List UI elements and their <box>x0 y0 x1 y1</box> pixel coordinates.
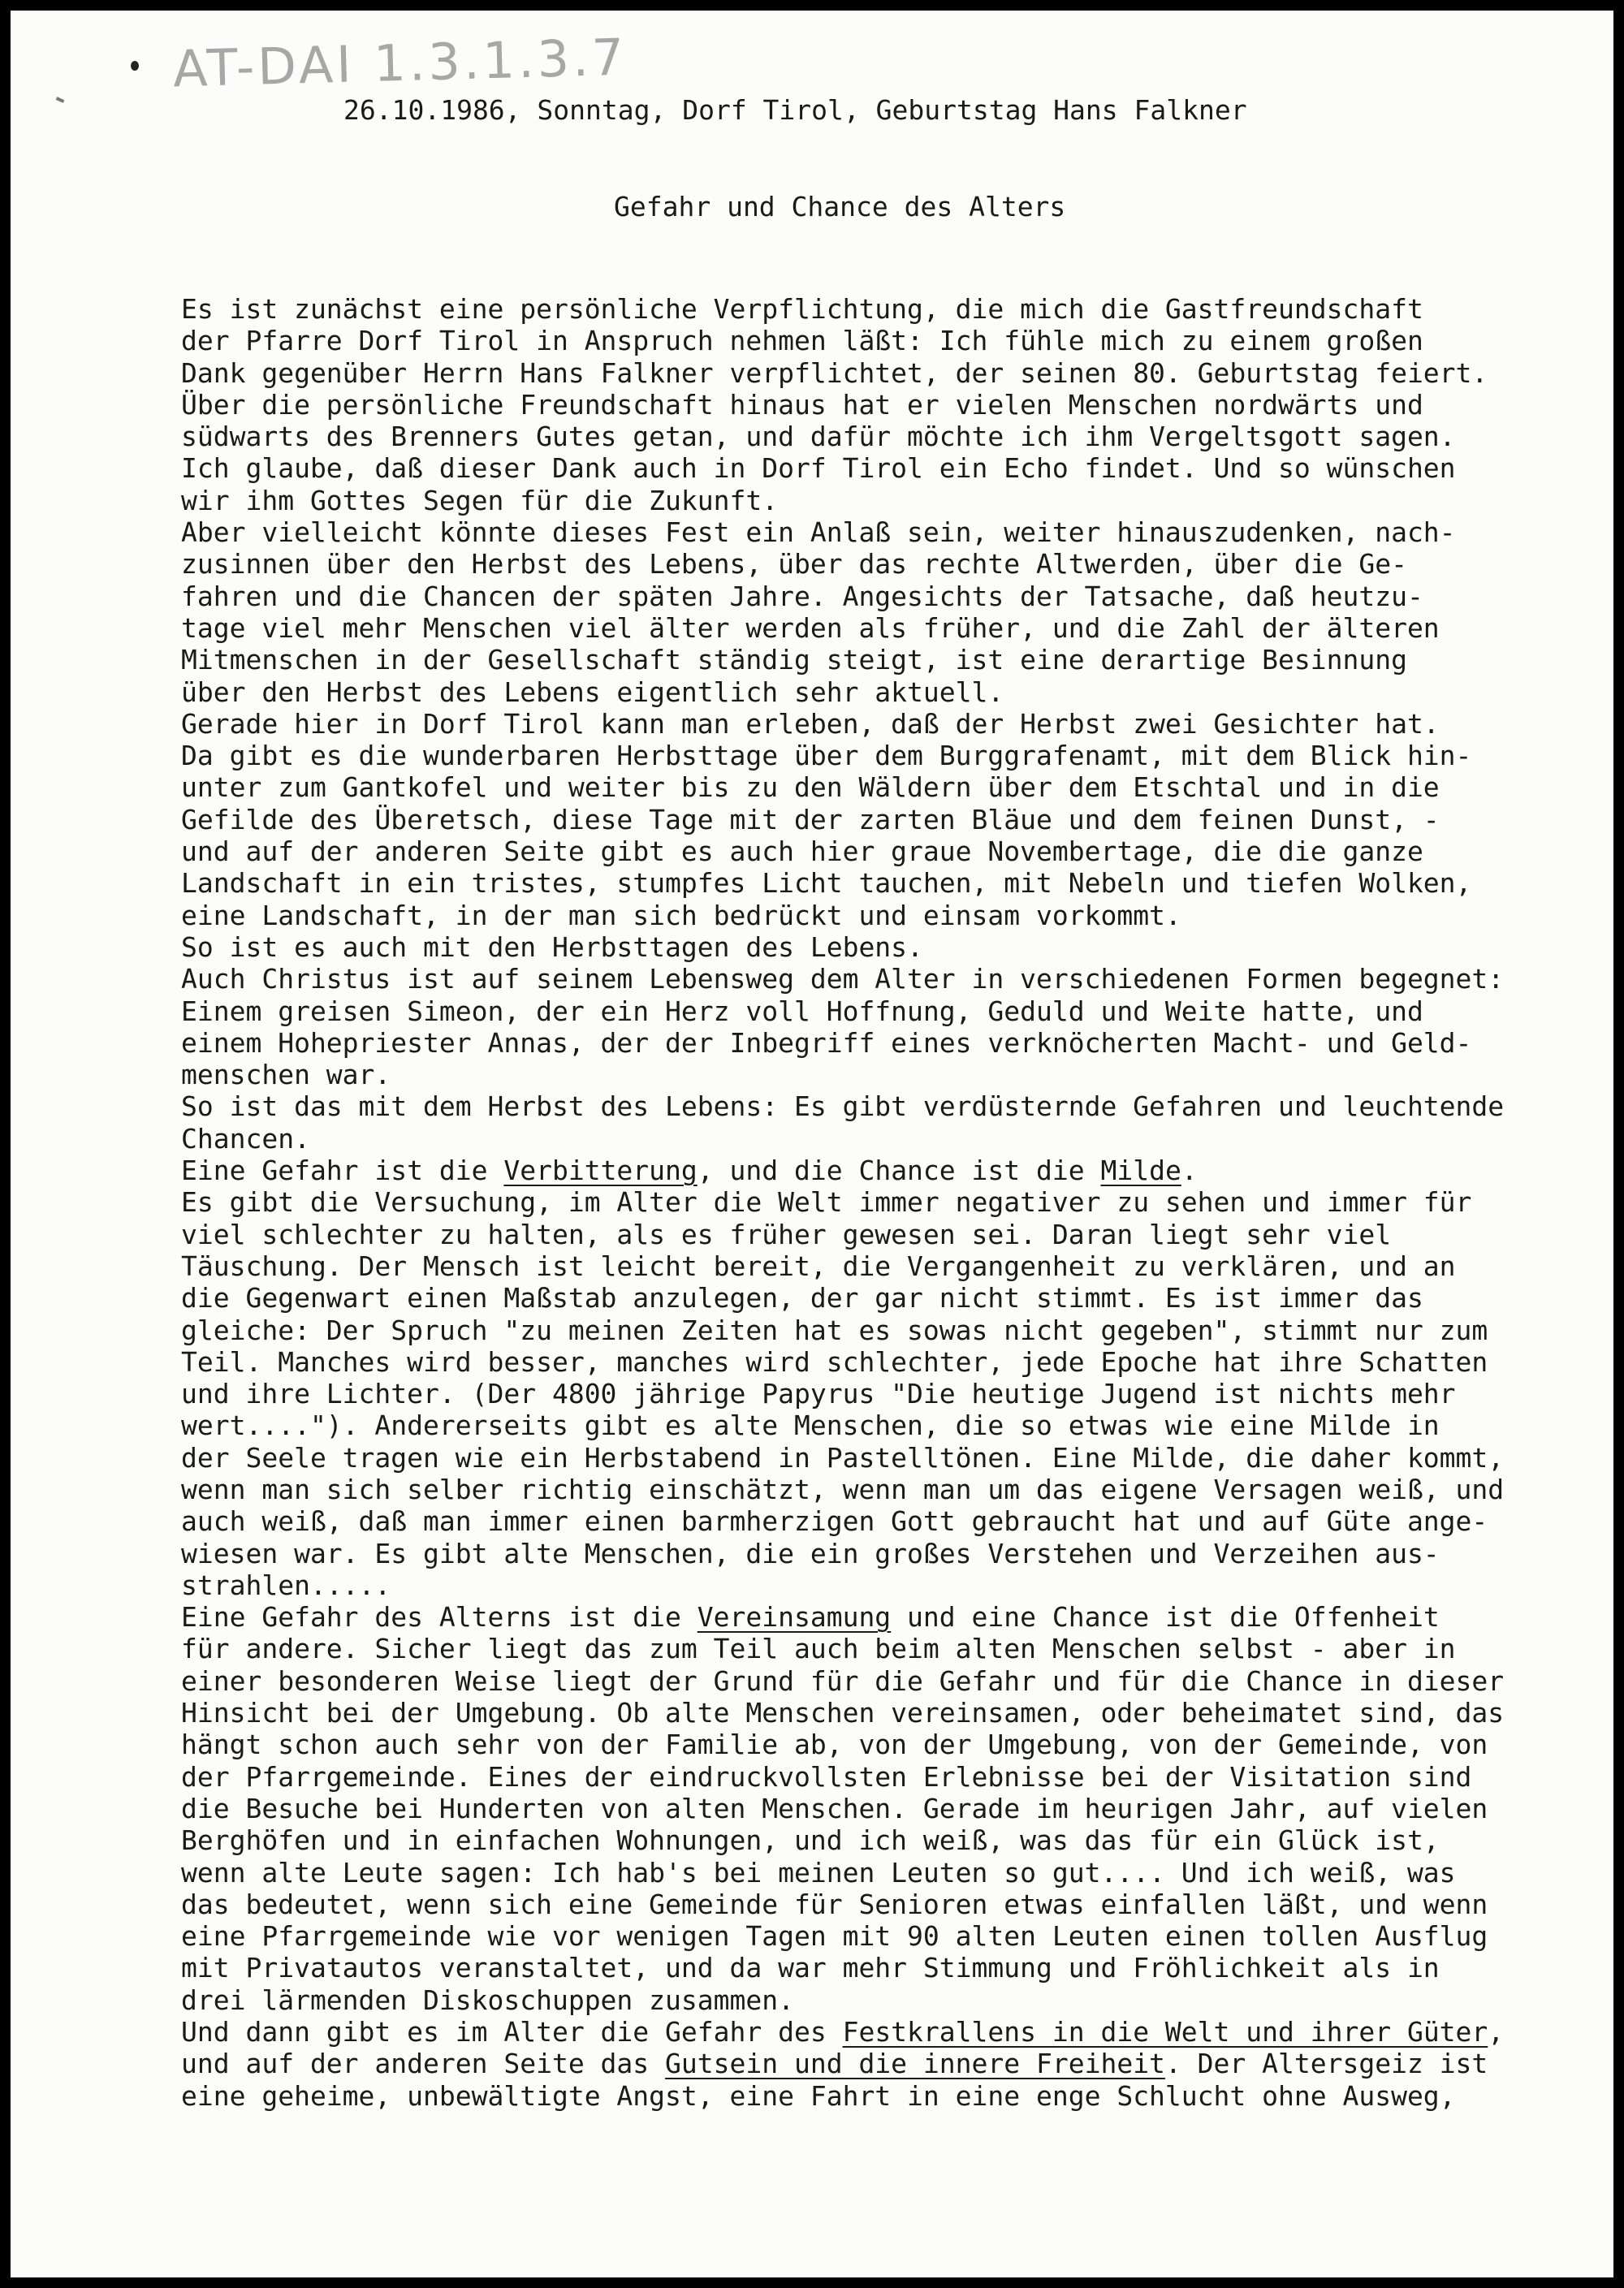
text-segment: menschen war. <box>181 1059 391 1091</box>
text-segment: der Seele tragen wie ein Herbstabend in Pastelltönen. Eine Milde, die daher kommt, <box>181 1441 1505 1474</box>
text-line <box>181 740 1504 771</box>
text-segment: Es ist zunächst eine persönliche Verpflichtung, die mich die Gastfreundschaft <box>181 293 1423 325</box>
text-line <box>181 1474 1504 1505</box>
text-line <box>181 452 1504 484</box>
text-segment: So ist das mit dem Herbst des Lebens: Es gibt verdüsternde Gefahren und leuchtende <box>181 1090 1505 1123</box>
text-line <box>181 1378 1504 1409</box>
text-segment: . Der Altersgeiz ist <box>1164 2048 1488 2080</box>
text-segment: Über die persönliche Freundschaft hinaus hat er vielen Menschen nordwärts und <box>181 388 1423 421</box>
text-segment: Mitmenschen in der Gesellschaft ständig steigt, ist eine derartige Besinnung <box>181 644 1407 676</box>
text-segment: Dank gegenüber Herrn Hans Falkner verpflichtet, der seinen 80. Geburtstag feiert. <box>181 356 1488 389</box>
text-segment: eine Landschaft, in der man sich bedrückt und einsam vorkommt. <box>181 899 1181 931</box>
text-line <box>181 1282 1504 1314</box>
text-line <box>181 1315 1504 1346</box>
text-line <box>181 1729 1504 1760</box>
text-segment: Eine Gefahr ist die <box>181 1155 504 1187</box>
text-line <box>181 1857 1504 1889</box>
text-segment: einer besonderen Weise liegt der Grund für die Gefahr und für die Chance in dieser <box>181 1664 1505 1697</box>
text-line <box>181 612 1504 644</box>
text-segment: Eine Gefahr des Alterns ist die <box>181 1601 698 1634</box>
text-segment: zusinnen über den Herbst des Lebens, über das rechte Altwerden, über die Ge- <box>181 548 1407 581</box>
text-segment: wiesen war. Es gibt alte Menschen, die ein großes Verstehen und Verzeihen aus- <box>181 1537 1440 1569</box>
text-line <box>181 931 1504 963</box>
text-segment: tage viel mehr Menschen viel älter werden als früher, und die Zahl der älteren <box>181 611 1440 644</box>
text-segment: strahlen..... <box>181 1569 391 1601</box>
text-segment: südwarts des Brenners Gutes getan, und dafür möchte ich ihm Vergeltsgott sagen. <box>181 421 1456 453</box>
text-segment: und ihre Lichter. (Der 4800 jährige Papyrus "Die heutige Jugend ist nichts mehr <box>181 1378 1456 1410</box>
text-segment: Landschaft in ein tristes, stumpfes Licht tauchen, mit Nebeln und tiefen Wolken, <box>181 867 1472 900</box>
text-line <box>181 485 1504 516</box>
page-header: 26.10.1986, Sonntag, Dorf Tirol, Geburtstag Hans Falkner <box>343 94 1247 126</box>
text-segment: Täuschung. Der Mensch ist leicht bereit, die Vergangenheit zu verklären, und an <box>181 1250 1456 1282</box>
text-segment: wert...."). Andererseits gibt es alte Menschen, die so etwas wie eine Milde in <box>181 1409 1440 1442</box>
text-line <box>181 900 1504 931</box>
text-line <box>181 1250 1504 1282</box>
text-segment: hängt schon auch sehr von der Familie ab, von der Umgebung, von der Gemeinde, von <box>181 1729 1488 1761</box>
text-segment: gleiche: Der Spruch "zu meinen Zeiten hat es sowas nicht gegeben", stimmt nur zum <box>181 1314 1488 1346</box>
text-segment: das bedeutet, wenn sich eine Gemeinde für Senioren etwas einfallen läßt, und wenn <box>181 1888 1488 1920</box>
text-segment: die Gegenwart einen Maßstab anzulegen, der gar nicht stimmt. Es ist immer das <box>181 1282 1423 1315</box>
text-line <box>181 2048 1504 2079</box>
text-line <box>181 963 1504 995</box>
text-line <box>181 1824 1504 1856</box>
text-line <box>181 1123 1504 1155</box>
text-segment: Teil. Manches wird besser, manches wird schlechter, jede Epoche hat ihre Schatten <box>181 1345 1488 1378</box>
text-segment: der Pfarre Dorf Tirol in Anspruch nehmen läßt: Ich fühle mich zu einem großen <box>181 325 1423 357</box>
archive-signature: AT-DAI 1.3.1.3.7 <box>172 27 628 99</box>
text-line <box>181 1569 1504 1601</box>
text-line <box>181 1219 1504 1250</box>
text-segment: und auf der anderen Seite das <box>181 2048 666 2080</box>
text-segment: für andere. Sicher liegt das zum Teil auch beim alten Menschen selbst - aber in <box>181 1633 1456 1665</box>
text-segment: die Besuche bei Hunderten von alten Menschen. Gerade im heurigen Jahr, auf vielen <box>181 1792 1488 1824</box>
text-segment: drei lärmenden Diskoschuppen zusammen. <box>181 1984 794 2016</box>
text-line <box>181 1984 1504 2016</box>
text-line <box>181 581 1504 612</box>
text-segment: So ist es auch mit den Herbsttagen des Lebens. <box>181 930 923 963</box>
text-segment: Aber vielleicht könnte dieses Fest ein Anlaß sein, weiter hinauszudenken, nach- <box>181 516 1456 549</box>
text-segment: fahren und die Chancen der späten Jahre. Angesichts der Tatsache, daß heutzu- <box>181 580 1423 612</box>
text-segment: auch weiß, daß man immer einen barmherzigen Gott gebraucht hat und auf Güte ange- <box>181 1505 1488 1538</box>
text-line <box>181 1186 1504 1218</box>
text-line <box>181 1442 1504 1474</box>
text-line <box>181 1346 1504 1378</box>
text-segment: , und die Chance ist die <box>697 1155 1101 1187</box>
text-line <box>181 1409 1504 1441</box>
underlined-phrase: Verbitterung <box>503 1155 698 1187</box>
text-segment: und eine Chance ist die Offenheit <box>891 1601 1440 1634</box>
text-segment: , <box>1488 2016 1505 2048</box>
text-segment: wenn alte Leute sagen: Ich hab's bei meinen Leuten so gut.... Und ich weiß, was <box>181 1856 1456 1889</box>
text-line <box>181 2080 1504 2112</box>
text-line <box>181 293 1504 325</box>
text-segment: mit Privatautos veranstaltet, und da war mehr Stimmung und Fröhlichkeit als in <box>181 1952 1440 1984</box>
text-segment: wir ihm Gottes Segen für die Zukunft. <box>181 484 779 516</box>
text-segment: eine geheime, unbewältigte Angst, eine Fahrt in eine enge Schlucht ohne Ausweg, <box>181 2079 1456 2112</box>
text-segment: unter zum Gantkofel und weiter bis zu den Wäldern über dem Etschtal und in die <box>181 771 1440 804</box>
text-line <box>181 516 1504 548</box>
underlined-phrase: Vereinsamung <box>697 1601 892 1634</box>
underlined-phrase: Gutsein und die innere Freiheit <box>665 2048 1165 2080</box>
text-line <box>181 804 1504 835</box>
text-line <box>181 1027 1504 1059</box>
text-segment: viel schlechter zu halten, als es früher gewesen sei. Daran liegt sehr viel <box>181 1218 1392 1250</box>
text-line <box>181 1505 1504 1537</box>
text-line <box>181 1697 1504 1729</box>
text-segment: Und dann gibt es im Alter die Gefahr des <box>181 2016 843 2048</box>
text-line <box>181 1793 1504 1824</box>
underlined-phrase: Milde <box>1100 1155 1181 1187</box>
text-segment: einem Hohepriester Annas, der der Inbegriff eines verknöcherten Macht- und Geld- <box>181 1026 1472 1059</box>
body-text <box>181 293 1504 2112</box>
text-line <box>181 1920 1504 1952</box>
text-line <box>181 1090 1504 1122</box>
text-line <box>181 2016 1504 2048</box>
text-line <box>181 1538 1504 1569</box>
text-line <box>181 1952 1504 1984</box>
text-line <box>181 1601 1504 1633</box>
text-line <box>181 771 1504 803</box>
text-line <box>181 548 1504 580</box>
text-line <box>181 389 1504 421</box>
text-segment: Chancen. <box>181 1122 310 1155</box>
text-line <box>181 708 1504 740</box>
text-segment: eine Pfarrgemeinde wie vor wenigen Tagen mit 90 alten Leuten einen tollen Ausflug <box>181 1920 1488 1953</box>
text-line <box>181 1665 1504 1697</box>
text-segment: Da gibt es die wunderbaren Herbsttage über dem Burggrafenamt, mit dem Blick hin- <box>181 740 1472 772</box>
text-line <box>181 1889 1504 1920</box>
text-line <box>181 1633 1504 1664</box>
text-line <box>181 995 1504 1027</box>
text-segment: Hinsicht bei der Umgebung. Ob alte Menschen vereinsamen, oder beheimatet sind, das <box>181 1697 1505 1729</box>
text-segment: und auf der anderen Seite gibt es auch hier graue Novembertage, die die ganze <box>181 835 1423 868</box>
ink-tick-mark <box>56 97 65 103</box>
text-segment: Auch Christus ist auf seinem Lebensweg dem Alter in verschiedenen Formen begegnet: <box>181 963 1505 995</box>
text-segment: über den Herbst des Lebens eigentlich sehr aktuell. <box>181 676 1004 708</box>
document-page <box>11 11 1613 2277</box>
underlined-phrase: Festkrallens in die Welt und ihrer Güter <box>842 2016 1488 2048</box>
text-segment: Gerade hier in Dorf Tirol kann man erleben, daß der Herbst zwei Gesichter hat. <box>181 707 1440 740</box>
text-segment: der Pfarrgemeinde. Eines der eindruckvollsten Erlebnisse bei der Visitation sind <box>181 1760 1472 1793</box>
text-segment: wenn man sich selber richtig einschätzt, wenn man um das eigene Versagen weiß, und <box>181 1473 1505 1505</box>
text-segment: . <box>1181 1155 1198 1187</box>
text-segment: Berghöfen und in einfachen Wohnungen, und ich weiß, was das für ein Glück ist, <box>181 1824 1440 1857</box>
ink-dot-mark <box>131 61 139 71</box>
text-line <box>181 867 1504 899</box>
text-segment: Einem greisen Simeon, der ein Herz voll Hoffnung, Geduld und Weite hatte, und <box>181 995 1423 1027</box>
text-line <box>181 644 1504 676</box>
text-line <box>181 676 1504 708</box>
text-segment: Es gibt die Versuchung, im Alter die Welt immer negativer zu sehen und immer für <box>181 1186 1472 1219</box>
text-line <box>181 421 1504 452</box>
text-line <box>181 357 1504 389</box>
text-line <box>181 325 1504 356</box>
text-segment: Gefilde des Überetsch, diese Tage mit der zarten Bläue und dem feinen Dunst, - <box>181 803 1440 835</box>
text-segment: Ich glaube, daß dieser Dank auch in Dorf Tirol ein Echo findet. Und so wünschen <box>181 452 1456 485</box>
page-title: Gefahr und Chance des Alters <box>614 191 1066 222</box>
text-line <box>181 1761 1504 1793</box>
text-line <box>181 1155 1504 1186</box>
text-line <box>181 1059 1504 1090</box>
text-line <box>181 835 1504 867</box>
